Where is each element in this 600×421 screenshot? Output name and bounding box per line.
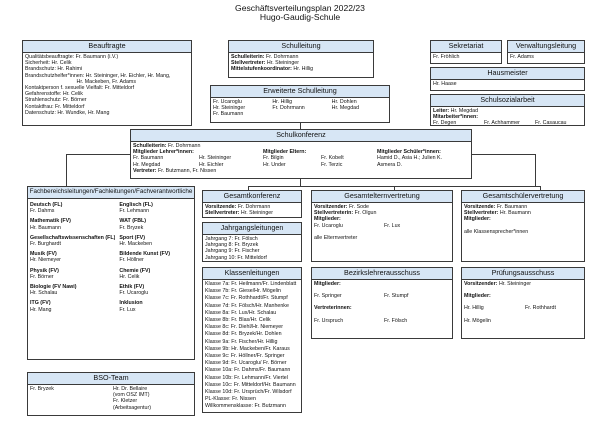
bso-right: Hr. Dr. Bellaire (vom OSZ IMT) Fr. Kletzer (Arbeitsagentur) [113, 386, 151, 411]
fachbereich-person: Fr. Dahms [30, 208, 55, 215]
schulleitung-line: Mittelstufenkoordinator: Hr. Hillig [231, 66, 314, 73]
jahrgang-list [203, 235, 301, 262]
erweiterte-col-1: Fr. Ucaroglu Hr. Steininger Fr. Baumann [213, 99, 246, 118]
schulleitung-header: Schulleitung [229, 41, 373, 53]
schulleitung-line: Schulleiterin: Fr. Dohrmann [231, 54, 299, 60]
fachbereich-item [119, 235, 192, 247]
klasse-item: Klasse 10b: Fr. Lehmann/Fr. Viertel [205, 374, 288, 381]
klasse-item: Klasse 9c: Fr. Höllner/Fr. Springer [205, 353, 285, 360]
fachbereiche-box [27, 186, 195, 360]
klasse-item: Klasse 9d: Fr. Ucaroglu/ Fr. Börner [205, 360, 287, 367]
fachbereich-person: Hr. Baumann [30, 224, 61, 231]
fachbereich-item [30, 202, 115, 214]
klasse-item: PL-Klasse: Fr. Nissen [205, 396, 256, 403]
fachbereich-person: Hr. Mackeben [119, 241, 153, 248]
fachbereich-subject: Musik (FV) [30, 251, 57, 258]
schulkonferenz-header: Schulkonferenz [131, 130, 471, 142]
schulkonferenz-lehrer: Schulleiterin: Fr. Dohrmann Mitglieder Lehrer*innen: Fr. Baumann Hr. Steininger Hr. Megdad Hr. Eichler Vertreter: Fr. Butzmann, Fr. Nissen [133, 143, 232, 174]
fachbereich-subject: Sport (FV) [119, 234, 145, 241]
jahrgang-item: Jahrgang 8: Fr. Bryzek [205, 242, 259, 249]
klasse-item: Klasse 9b: Hr. Mackeben/Fr. Karaus [205, 345, 290, 352]
fachbereich-item [119, 284, 192, 296]
klasse-item: Klasse 7c: Fr. Rothhardt/Fr. Stumpf [205, 295, 288, 302]
fachbereich-item [30, 268, 115, 280]
fachbereich-person: Hr. Schalau [30, 290, 58, 297]
gesamtelternvertretung-box: Gesamtelternvertretung Vorsitzender: Fr. Sode Stellvertreterin: Fr. Olgun Mitglieder: Fr. Ucaroglu Fr. Lux alle Elternvertreter [311, 190, 453, 262]
jahrgangsleitungen-box [202, 222, 302, 262]
fachbereich-subject: Ethik (FV) [119, 284, 145, 291]
klassenleitungen-header: Klassenleitungen [203, 268, 301, 280]
fachbereich-person: Hr. Mang [30, 306, 52, 313]
gesamtkonferenz-box: Gesamtkonferenz Vorsitzende: Fr. Dohrmann Stellvertreter: Hr. Steininger [202, 190, 302, 218]
schulleitung-box [228, 40, 374, 78]
klasse-item: Klasse 7d: Fr. Fölsch/Hr. Manhenke [205, 302, 289, 309]
beauftragte-box [22, 40, 192, 126]
klasse-item: Klasse 8d: Fr. Bryzek/Hr. Dohlen [205, 331, 282, 338]
fachbereich-person: Fr. Lehmann [119, 208, 150, 215]
schulsozialarbeit-header: Schulsozialarbeit [431, 95, 584, 107]
fachbereiche-grid [28, 199, 194, 314]
connector-line [66, 154, 130, 155]
verwaltungsleitung-box: Verwaltungsleitung Fr. Adams [507, 40, 585, 64]
klasse-item: Klasse 10a: Fr. Dahms/Fr. Baumann [205, 367, 291, 374]
fachbereich-person: Fr. Bryzek [119, 224, 144, 231]
beauftragte-item: Strahlenschutz: Fr. Börner [25, 97, 87, 104]
fachbereich-subject: Bildende Kunst (FV) [119, 251, 170, 258]
page-title: Geschäftsverteilungsplan 2022/23 [235, 3, 365, 13]
gesamtschuelervertretung-box: Gesamtschülervertretung Vorsitzende: Fr. Baumann Stellvertreter: Hr. Baumann Mitglieder: alle Klassensprecher*innen [461, 190, 585, 262]
klasse-item: Klasse 8a: Fr. Lux/Hr. Schalau [205, 309, 277, 316]
gesamtelternvertretung-header: Gesamtelternvertretung [312, 191, 452, 203]
fachbereich-item [119, 251, 192, 263]
fachbereich-item [30, 300, 115, 312]
klasse-item: Klasse 7a: Fr. Heilmann/Fr. Lindenblatt [205, 281, 297, 287]
erweiterte-col-3: Hr. Dohlen Hr. Megdad [331, 99, 360, 112]
beauftragte-item: Gefahrenstoffe: Hr. Celik [25, 91, 83, 98]
beauftragte-item: Kontaktfrau: Fr. Mitteldorf [25, 103, 85, 110]
hausmeister-box: Hausmeister Hr. Haase [430, 67, 585, 91]
connector-line [66, 154, 67, 186]
schulleitung-line: Stellvertreter: Hr. Steininger [231, 60, 300, 67]
page-subtitle: Hugo-Gaudig-Schule [259, 12, 341, 22]
fachbereich-subject: WAT (FBL) [119, 218, 147, 225]
klasse-item: Willkommensklasse: Fr. Butzmann [205, 403, 286, 410]
beauftragte-item: Qualitätsbeauftragte: Fr. Baumann (i.V.) [25, 54, 119, 60]
fachbereich-subject: Biologie (FV Nawi) [30, 284, 77, 291]
fachbereich-person: Hr. Celik [119, 273, 140, 280]
connector-line [472, 154, 535, 155]
fachbereich-item [30, 251, 115, 263]
klassenleitungen-box [202, 267, 302, 413]
schulkonferenz-schueler: Mitglieder Schüler*innen: Hamid D., Asia H.; Julien K. Asmera D. [377, 149, 443, 168]
fachbereiche-header: Fachbereichsleitungen/Fachleitungen/Fachverantwortliche [28, 187, 194, 199]
schulkonferenz-box [130, 129, 472, 179]
connector-line [300, 179, 301, 186]
fachbereich-item [119, 300, 192, 312]
jahrgangsleitungen-header: Jahrgangsleitungen [203, 223, 301, 235]
verwaltungsleitung-header: Verwaltungsleitung [508, 41, 584, 53]
fachbereich-item [119, 218, 192, 230]
beauftragte-item: Brandschutz: Hr. Rahimi [25, 66, 83, 73]
erweiterte-header: Erweiterte Schulleitung [211, 86, 389, 98]
erweiterte-col-2: Hr. Hillig Fr. Dohrmann [272, 99, 305, 112]
jahrgang-item: Jahrgang 10: Fr. Mitteldorf [205, 254, 267, 261]
fachbereich-item [30, 284, 115, 296]
klasse-item: Klasse 10d: Fr. Ursprüch/Fr. Wilsdorf [205, 389, 292, 396]
hausmeister-header: Hausmeister [431, 68, 584, 80]
klasse-item: Klasse 10c: Fr. Mitteldorf/Hr. Baumann [205, 381, 296, 388]
bezirk-header: Bezirkslehrerausschuss [312, 268, 452, 280]
fachbereich-item [119, 268, 192, 280]
klasse-item: Klasse 8c: Fr. Diehl/Hr. Niemeyer [205, 324, 284, 331]
gesamtschuelervertretung-header: Gesamtschülervertretung [462, 191, 584, 203]
fachbereich-person: Fr. Ucaroglu [119, 290, 149, 297]
beauftragte-item: Hr. Mackeben, Fr. Adams [25, 78, 136, 85]
fachbereich-person: Fr. Börner [30, 273, 54, 280]
gesamtkonferenz-header: Gesamtkonferenz [203, 191, 301, 203]
beauftragte-item: Datenschutz: Hr. Wundke, Hr. Mang [25, 109, 110, 116]
klasse-item: Klasse 8b: Fr. Blas/Hr. Celik [205, 317, 271, 324]
fachbereich-subject: Physik (FV) [30, 267, 59, 274]
fachbereich-subject: Chemie (FV) [119, 267, 151, 274]
fachbereich-subject: Englisch (FL) [119, 202, 153, 208]
schulkonferenz-eltern: Mitglieder Eltern: Fr. Bilgin Fr. Kobelt Hr. Ünder Fr. Terzic [263, 149, 344, 168]
fachbereich-person: Fr. Lux [119, 306, 136, 313]
fachbereich-subject: Mathematik (FV) [30, 218, 71, 225]
beauftragte-item: Kontaktperson f. sexuelle Vielfalt: Fr. Mitteldorf [25, 85, 135, 92]
klasse-item: Klasse 9a: Fr. Fischer/Hr. Hillig [205, 338, 278, 345]
klassen-list [203, 280, 301, 412]
bso-header: BSO-Team [28, 373, 194, 385]
beauftragte-item: Sicherheit: Hr. Celik [25, 60, 72, 67]
fachbereich-item [119, 202, 192, 214]
bezirkslehrerausschuss-box: Bezirkslehrerausschuss Mitglieder: Fr. Springer Fr. Stumpf Vertreterinnen: Fr. Urspruch Fr. Fölsch [311, 267, 453, 339]
jahrgang-item: Jahrgang 9: Fr. Fischer [205, 248, 260, 255]
pruefung-header: Prüfungsausschuss [462, 268, 584, 280]
beauftragte-header: Beauftragte [23, 41, 191, 53]
erweiterte-schulleitung-box [210, 85, 390, 123]
bso-team-box: BSO-Team Fr. Bryzek Hr. Dr. Bellaire (vom OSZ IMT) Fr. Kletzer (Arbeitsagentur) [27, 372, 195, 416]
fachbereich-subject: ITG (FV) [30, 300, 51, 307]
sekretariat-header: Sekretariat [431, 41, 501, 53]
pruefungsausschuss-box: Prüfungsausschuss Vorsitzender: Hr. Steininger Mitglieder: Hr. Hillig Fr. Rothhardt Hr. Mögelin [461, 267, 585, 339]
fachbereich-subject: Inklusion [119, 300, 143, 307]
fachbereich-person: Fr. Höllner [119, 257, 144, 264]
jahrgang-item: Jahrgang 7: Fr. Fölsch [205, 236, 258, 242]
fachbereich-person: Fr. Burghardt [30, 241, 61, 248]
beauftragte-item: Brandschutzhelfer*innen: Hr. Steininger, Hr. Eichler, Hr. Mang, [25, 72, 171, 79]
fachbereich-item [30, 235, 115, 247]
fachbereich-person: Hr. Niemeyer [30, 257, 61, 264]
fachbereich-subject: Deutsch (FL) [30, 202, 63, 208]
klasse-item: Klasse 7b: Fr. Giese/Hr. Mögelin [205, 288, 281, 295]
schulsozialarbeit-box: Schulsozialarbeit Leiter: Hr. Megdad Mitarbeiter*innen: Fr. Degen Fr. Achhammer Fr. Casaucau [430, 94, 585, 126]
fachbereich-subject: Gesellschaftswissenschaften (FL) [30, 234, 116, 241]
fachbereich-item [30, 218, 115, 230]
sekretariat-box: Sekretariat Fr. Fröhlich [430, 40, 502, 64]
connector-line [535, 154, 536, 186]
beauftragte-list [23, 53, 191, 117]
